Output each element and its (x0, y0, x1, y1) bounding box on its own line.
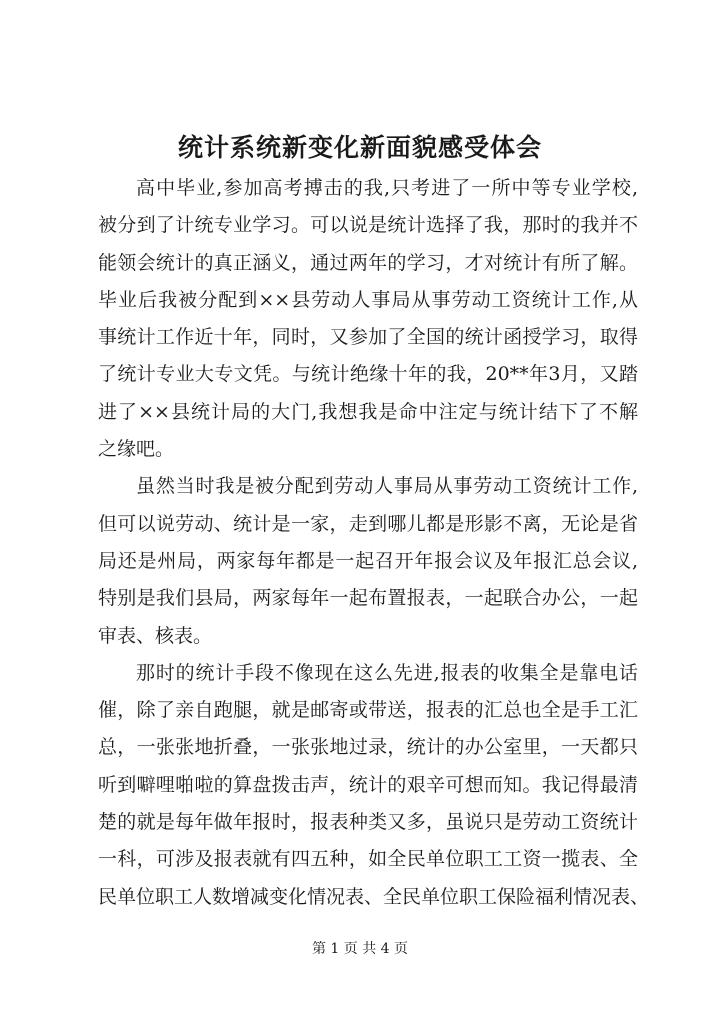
text-line: 一科，可涉及报表就有四五种，如全民单位职工工资一揽表、全 (98, 848, 638, 871)
text-line: 那时的统计手段不像现在这么先进,报表的收集全是靠电话 (136, 661, 638, 684)
text-line: 催，除了亲自跑腿，就是邮寄或带送，报表的汇总也全是手工汇 (98, 699, 638, 722)
text-line: 之缘吧。 (98, 438, 175, 461)
text-line: 特别是我们县局，两家每年一起布置报表，一起联合办公，一起 (98, 587, 638, 610)
text-line: 总，一张张地折叠，一张张地过录，统计的办公室里，一天都只 (98, 736, 638, 759)
text-line: 听到噼哩啪啦的算盘拨击声，统计的艰辛可想而知。我记得最清 (98, 773, 638, 796)
text-line: 被分到了计统专业学习。可以说是统计选择了我，那时的我并不 (98, 214, 638, 237)
text-line: 了统计专业大专文凭。与统计绝缘十年的我，20**年3月，又踏 (98, 363, 638, 386)
text-line: 进了××县统计局的大门,我想我是命中注定与统计结下了不解 (98, 400, 638, 423)
text-line: 民单位职工人数增减变化情况表、全民单位职工保险福利情况表、 (98, 885, 650, 908)
page-number-footer: 第 1 页 共 4 页 (311, 941, 409, 957)
page-title: 统计系统新变化新面貌感受体会 (177, 133, 542, 162)
text-line: 事统计工作近十年，同时，又参加了全国的统计函授学习，取得 (98, 326, 638, 349)
text-line: 高中毕业,参加高考搏击的我,只考进了一所中等专业学校, (136, 177, 638, 199)
text-line: 局还是州局，两家每年都是一起召开年报会议及年报汇总会议, (98, 549, 638, 572)
text-line: 但可以说劳动、统计是一家，走到哪儿都是形影不离，无论是省 (98, 512, 638, 535)
text-line: 虽然当时我是被分配到劳动人事局从事劳动工资统计工作, (136, 475, 638, 498)
text-line: 楚的就是每年做年报时，报表种类又多，虽说只是劳动工资统计 (98, 811, 638, 834)
text-line: 审表、核表。 (98, 624, 213, 647)
text-line: 毕业后我被分配到××县劳动人事局从事劳动工资统计工作,从 (98, 288, 638, 311)
text-line: 能领会统计的真正涵义，通过两年的学习，才对统计有所了解。 (98, 251, 638, 274)
document-body (98, 170, 650, 916)
